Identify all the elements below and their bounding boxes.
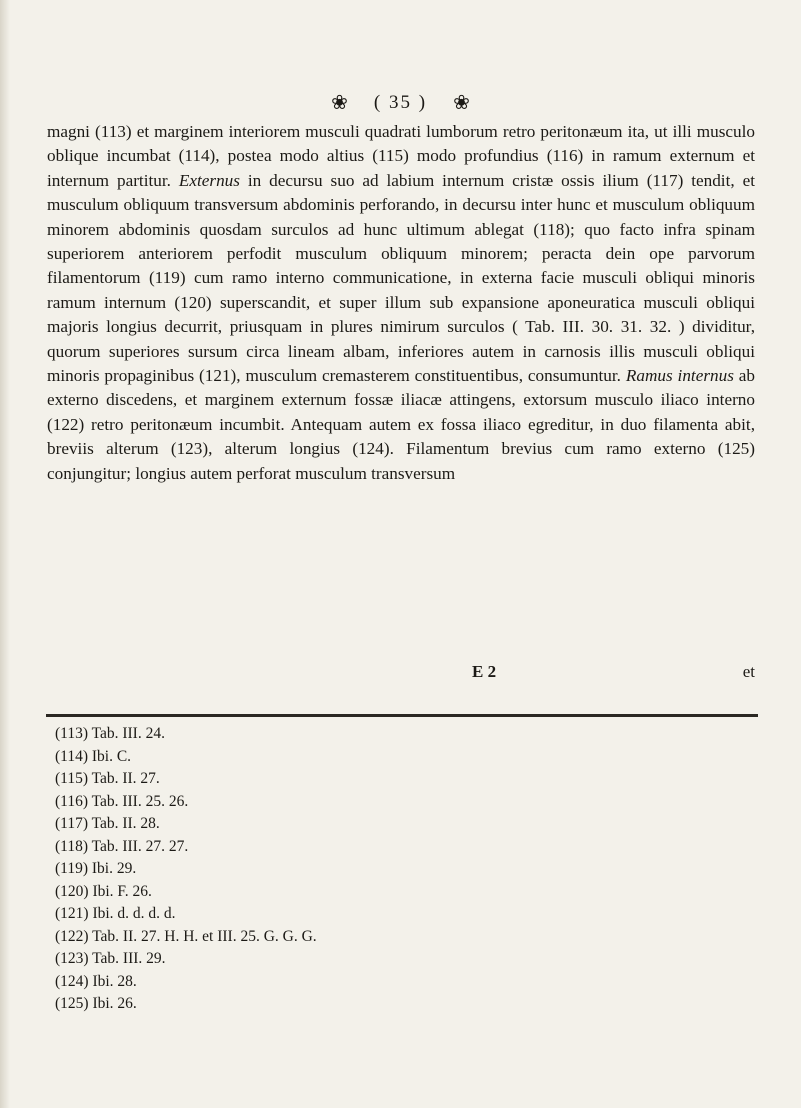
footnote: (116) Tab. III. 25. 26. xyxy=(55,792,189,810)
ornament-left-icon: ❀ xyxy=(331,92,348,114)
footnote: (125) Ibi. 26. xyxy=(55,995,137,1012)
footnote: (117) Tab. II. 28. xyxy=(55,815,160,832)
footnote: (119) Ibi. 29. xyxy=(55,860,137,877)
text-run-1: magni (113) et marginem interiorem musculi quadrati lumborum retro peritonæum ita, ut illi musculo oblique incumbat (114), postea modo altius (115) modo profundius (116) in ramum externum et internum partitur. xyxy=(47,122,755,190)
footnote: (124) Ibi. 28. xyxy=(55,972,137,990)
footnote: (118) Tab. III. 27. 27. xyxy=(55,837,189,855)
italic-externus: Externus xyxy=(178,170,240,190)
footnotes xyxy=(55,723,655,1016)
ornament-right-icon: ❀ xyxy=(453,92,470,114)
text-run-3: ab externo discedens, et marginem externum fossæ iliacæ attingens, extorsum musculo iliaco interno (122) retro peritonæum incumbit. Antequam autem ex fossa iliaco egreditur, in duo filamenta abit, breviis alterum (123), alterum longius (124). Filamentum brevius cum ramo externo (125) conjungitur; longius autem perforat musculum transversum xyxy=(47,366,755,483)
italic-ramus-internus: Ramus internus xyxy=(625,366,734,386)
signature-mark: E 2 xyxy=(472,662,497,681)
footnote: (123) Tab. III. 29. xyxy=(55,950,166,967)
footnote-rule xyxy=(46,714,758,717)
footnote: (114) Ibi. C. xyxy=(55,747,132,765)
footnote: (120) Ibi. F. 26. xyxy=(55,882,152,900)
footnote: (115) Tab. II. 27. xyxy=(55,770,160,787)
body-text xyxy=(47,120,755,486)
page-number: ( 35 ) xyxy=(373,92,428,113)
page-edge xyxy=(0,0,10,1108)
page-header xyxy=(0,92,801,114)
footnote: (122) Tab. II. 27. H. H. et III. 25. G. G. G. xyxy=(55,927,317,945)
catch-line xyxy=(47,662,755,686)
footnote: (121) Ibi. d. d. d. d. xyxy=(55,905,176,922)
catchword: et xyxy=(742,662,755,681)
body-paragraph xyxy=(47,120,755,486)
text-run-2: in decursu suo ad labium internum cristæ ossis ilium (117) tendit, et musculum obliquum transversum abdominis perforando, in decursu inter hunc et musculum obliquum minorem abdominis quosdam surculos ad hunc ultimum ablegat (118); quo facto infra spinam superiorem anteriorem perfodit musculum obliquum minorem; peracta dein ope parvorum filamentorum (119) cum ramo interno communicatione, in externa facie musculi obliqui minoris ramum internum (120) superscandit, et super illum sub expansione aponeuratica musculi obliqui majoris longius decurrit, priusquam in plures nimirum surculos ( Tab. III. 30. 31. 32. ) dividitur, quorum superiores sursum circa lineam albam, inferiores autem in carnosis illis musculi obliqui minoris propaginibus (121), musculum cremasterem constituentibus, consumuntur. xyxy=(47,170,755,386)
footnote: (113) Tab. III. 24. xyxy=(55,725,165,742)
